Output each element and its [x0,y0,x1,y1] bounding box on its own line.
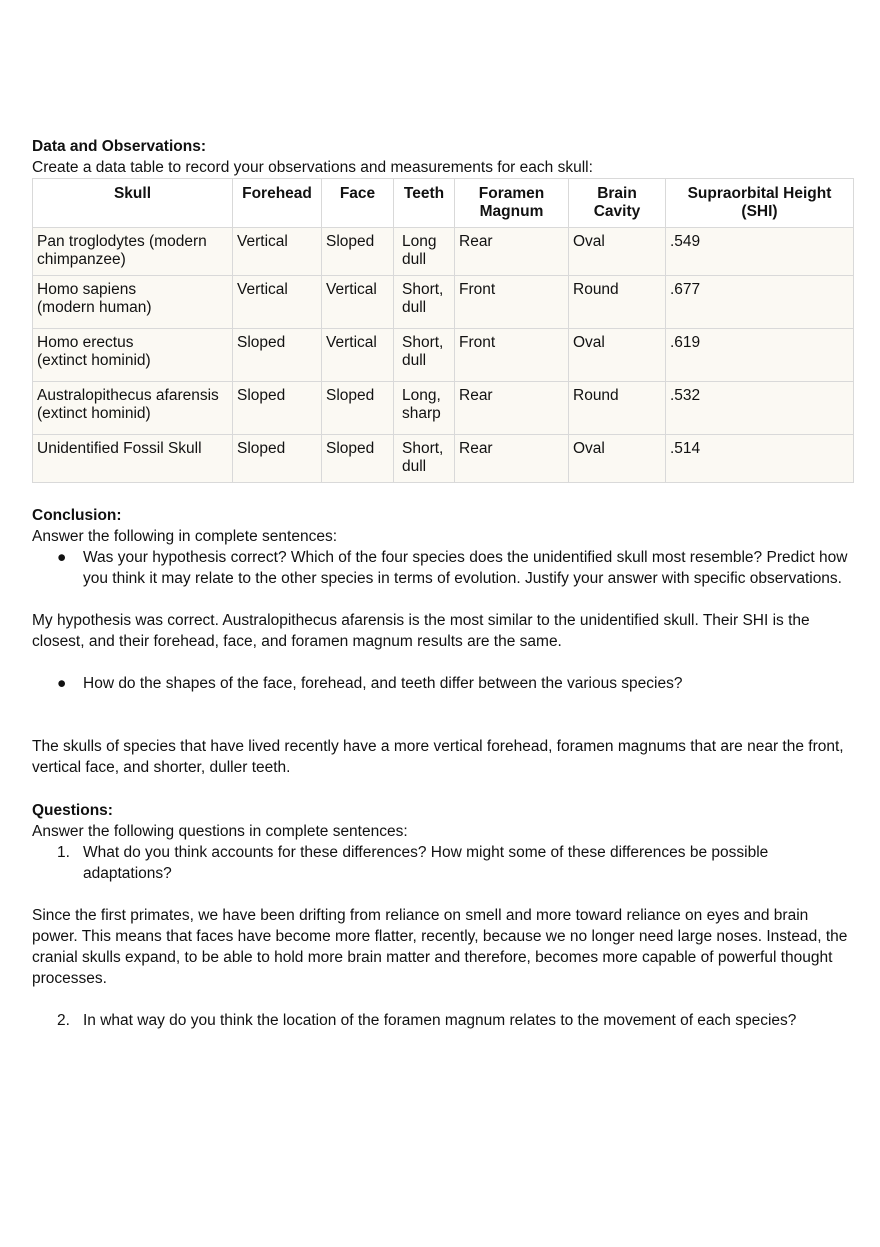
cell-skull [33,228,233,276]
cell-teeth [394,435,455,483]
conclusion-instruction: Answer the following in complete sentences: [32,528,337,545]
list-item [57,673,852,694]
cell-teeth-line2: dull [402,299,427,316]
cell-forehead: Sloped [233,435,322,483]
cell-teeth [394,228,455,276]
cell-teeth [394,329,455,382]
list-item [57,1010,852,1031]
list-item [57,547,852,589]
cell-teeth-line2: sharp [402,405,441,422]
cell-face: Vertical [322,276,394,329]
skull-data-table [32,178,854,483]
cell-teeth-line1: Long, [402,387,441,404]
cell-skull: Unidentified Fossil Skull [33,435,233,483]
header-shi-line2: (SHI) [741,203,778,220]
cell-face: Vertical [322,329,394,382]
table-header-row [33,179,854,228]
conclusion-heading: Conclusion: [32,507,122,524]
cell-shi: .549 [666,228,854,276]
bullet-icon: ● [57,549,67,566]
conclusion-question-list [32,547,852,589]
questions-instruction: Answer the following questions in complete sentences: [32,823,408,840]
conclusion-question-1: Was your hypothesis correct? Which of the four species does the unidentified skull most resemble? Predict how you think it may relate to the other species in terms of evolution. Justify your answer with specific observations. [83,549,848,587]
table-row [33,382,854,435]
cell-skull-line1: Homo sapiens [37,281,137,298]
data-heading: Data and Observations: [32,138,206,155]
questions-list [32,842,852,884]
cell-brain: Oval [569,329,666,382]
cell-teeth-line2: dull [402,251,427,268]
header-foramen-line2: Magnum [479,203,544,220]
cell-shi: .532 [666,382,854,435]
cell-forehead: Vertical [233,276,322,329]
question-number: 1. [57,844,70,861]
conclusion-answer-2: The skulls of species that have lived recently have a more vertical forehead, foramen magnums that are near the front, vertical face, and shorter, duller teeth. [32,738,844,776]
cell-foramen: Rear [455,382,569,435]
conclusion-section [32,505,852,778]
cell-foramen: Rear [455,435,569,483]
header-forehead: Forehead [233,179,322,228]
cell-teeth-line1: Short, [402,440,444,457]
table-row [33,435,854,483]
bullet-icon: ● [57,675,67,692]
question-number: 2. [57,1012,70,1029]
cell-teeth-line1: Short, [402,334,444,351]
cell-skull-line2: (extinct hominid) [37,352,151,369]
cell-teeth [394,382,455,435]
cell-skull-line1: Pan troglodytes (modern [37,233,207,250]
header-face: Face [322,179,394,228]
cell-skull-line2: (extinct hominid) [37,405,151,422]
cell-skull-line1: Australopithecus afarensis [37,387,219,404]
cell-brain: Round [569,276,666,329]
cell-face: Sloped [322,435,394,483]
header-brain-line1: Brain [597,185,637,202]
cell-foramen: Rear [455,228,569,276]
question-2: In what way do you think the location of the foramen magnum relates to the movement of each species? [83,1012,797,1029]
cell-teeth-line2: dull [402,352,427,369]
questions-section [32,800,852,1031]
cell-brain: Oval [569,228,666,276]
cell-forehead: Vertical [233,228,322,276]
cell-teeth-line1: Short, [402,281,444,298]
header-skull: Skull [33,179,233,228]
cell-shi: .677 [666,276,854,329]
table-row [33,228,854,276]
cell-forehead: Sloped [233,329,322,382]
cell-foramen: Front [455,276,569,329]
table-row [33,276,854,329]
header-brain-line2: Cavity [593,203,641,220]
cell-skull-line2: (modern human) [37,299,152,316]
answer-1: Since the first primates, we have been drifting from reliance on smell and more toward reliance on eyes and brain power. This means that faces have become more flatter, recently, because we no longer need large noses. Instead, the cranial skulls expand, to be able to hold more brain matter and therefore, becomes more capable of powerful thought processes. [32,907,848,987]
cell-skull-line1: Homo erectus [37,334,134,351]
question-1: What do you think accounts for these differences? How might some of these differences be possible adaptations? [83,844,769,882]
cell-skull [33,276,233,329]
cell-shi: .514 [666,435,854,483]
cell-teeth [394,276,455,329]
header-shi [666,179,854,228]
cell-brain: Round [569,382,666,435]
cell-forehead: Sloped [233,382,322,435]
header-shi-line1: Supraorbital Height [687,185,832,202]
header-brain-cavity [569,179,666,228]
cell-face: Sloped [322,228,394,276]
data-instruction: Create a data table to record your observations and measurements for each skull: [32,159,593,176]
cell-brain: Oval [569,435,666,483]
table-row [33,329,854,382]
cell-skull [33,329,233,382]
cell-skull-line2: chimpanzee) [37,251,126,268]
cell-teeth-line2: dull [402,458,427,475]
conclusion-question-list-2 [32,673,852,694]
conclusion-answer-1: My hypothesis was correct. Australopithecus afarensis is the most similar to the unidentified skull. Their SHI is the closest, and their forehead, face, and foramen magnum results are the same. [32,612,810,650]
questions-list-2 [32,1010,852,1031]
cell-teeth-line1: Long [402,233,437,250]
cell-face: Sloped [322,382,394,435]
list-item [57,842,852,884]
cell-shi: .619 [666,329,854,382]
header-foramen-magnum [455,179,569,228]
conclusion-question-2: How do the shapes of the face, forehead, and teeth differ between the various species? [83,675,683,692]
cell-foramen: Front [455,329,569,382]
questions-heading: Questions: [32,802,113,819]
header-teeth: Teeth [394,179,455,228]
header-foramen-line1: Foramen [478,185,545,202]
document-content [32,136,852,1031]
cell-skull [33,382,233,435]
